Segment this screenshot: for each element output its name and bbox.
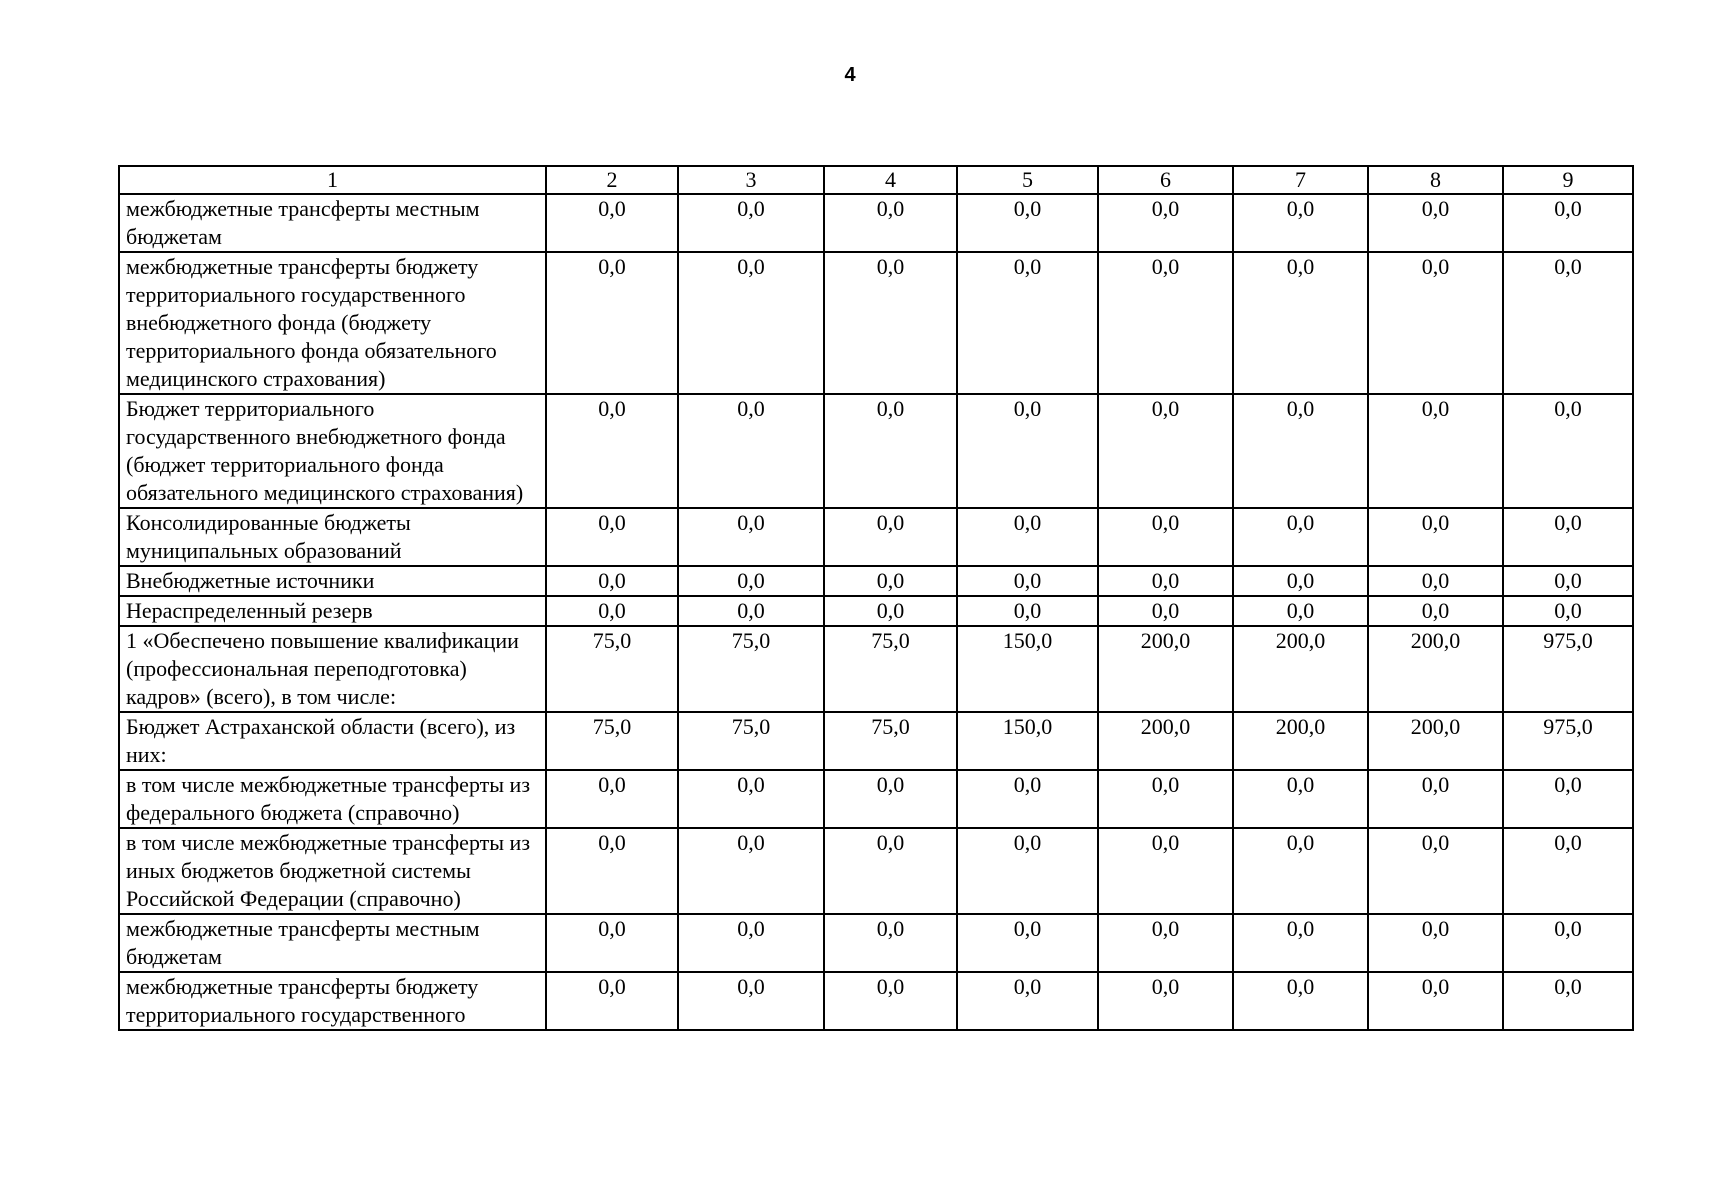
value-cell-col-9: 0,0 (1503, 972, 1633, 1030)
row-label: межбюджетные трансферты бюджету территориального государственного (119, 972, 546, 1030)
table-row (119, 508, 1633, 566)
value-cell-col-8: 0,0 (1368, 596, 1503, 626)
value-cell-col-2: 0,0 (546, 596, 678, 626)
value-cell-col-2: 0,0 (546, 972, 678, 1030)
value-cell-col-9: 975,0 (1503, 712, 1633, 770)
value-cell-col-5: 0,0 (957, 508, 1098, 566)
value-cell-col-9: 0,0 (1503, 566, 1633, 596)
value-cell-col-2: 0,0 (546, 194, 678, 252)
value-cell-col-7: 0,0 (1233, 596, 1368, 626)
value-cell-col-4: 75,0 (824, 712, 957, 770)
value-cell-col-7: 200,0 (1233, 712, 1368, 770)
row-label: межбюджетные трансферты местным бюджетам (119, 194, 546, 252)
value-cell-col-3: 0,0 (678, 972, 824, 1030)
value-cell-col-9: 0,0 (1503, 596, 1633, 626)
value-cell-col-2: 75,0 (546, 712, 678, 770)
value-cell-col-6: 200,0 (1098, 626, 1233, 712)
value-cell-col-7: 0,0 (1233, 508, 1368, 566)
column-header: 9 (1503, 166, 1633, 194)
value-cell-col-8: 0,0 (1368, 252, 1503, 394)
row-label: в том числе межбюджетные трансферты из федерального бюджета (справочно) (119, 770, 546, 828)
value-cell-col-6: 0,0 (1098, 596, 1233, 626)
value-cell-col-3: 0,0 (678, 596, 824, 626)
budget-table (118, 165, 1634, 1031)
value-cell-col-3: 0,0 (678, 566, 824, 596)
value-cell-col-9: 0,0 (1503, 914, 1633, 972)
value-cell-col-5: 0,0 (957, 252, 1098, 394)
value-cell-col-7: 0,0 (1233, 252, 1368, 394)
value-cell-col-4: 0,0 (824, 508, 957, 566)
column-header: 2 (546, 166, 678, 194)
value-cell-col-4: 0,0 (824, 566, 957, 596)
row-label: Консолидированные бюджеты муниципальных образований (119, 508, 546, 566)
value-cell-col-2: 0,0 (546, 914, 678, 972)
value-cell-col-6: 0,0 (1098, 194, 1233, 252)
table-row (119, 828, 1633, 914)
value-cell-col-5: 0,0 (957, 566, 1098, 596)
value-cell-col-2: 0,0 (546, 828, 678, 914)
value-cell-col-8: 0,0 (1368, 914, 1503, 972)
value-cell-col-2: 0,0 (546, 394, 678, 508)
value-cell-col-8: 0,0 (1368, 508, 1503, 566)
column-header: 7 (1233, 166, 1368, 194)
value-cell-col-2: 0,0 (546, 252, 678, 394)
value-cell-col-3: 75,0 (678, 712, 824, 770)
value-cell-col-7: 0,0 (1233, 972, 1368, 1030)
value-cell-col-6: 0,0 (1098, 252, 1233, 394)
value-cell-col-6: 0,0 (1098, 566, 1233, 596)
value-cell-col-2: 75,0 (546, 626, 678, 712)
value-cell-col-8: 0,0 (1368, 194, 1503, 252)
row-label: Нераспределенный резерв (119, 596, 546, 626)
value-cell-col-4: 0,0 (824, 972, 957, 1030)
value-cell-col-4: 0,0 (824, 914, 957, 972)
value-cell-col-4: 0,0 (824, 596, 957, 626)
value-cell-col-5: 0,0 (957, 770, 1098, 828)
column-header: 8 (1368, 166, 1503, 194)
table-row (119, 394, 1633, 508)
value-cell-col-6: 0,0 (1098, 914, 1233, 972)
value-cell-col-5: 0,0 (957, 596, 1098, 626)
value-cell-col-5: 0,0 (957, 828, 1098, 914)
value-cell-col-3: 0,0 (678, 194, 824, 252)
value-cell-col-3: 0,0 (678, 252, 824, 394)
value-cell-col-8: 0,0 (1368, 394, 1503, 508)
value-cell-col-7: 0,0 (1233, 194, 1368, 252)
table-body (119, 194, 1633, 1030)
page-number: 4 (844, 64, 856, 86)
value-cell-col-7: 0,0 (1233, 914, 1368, 972)
table-row (119, 770, 1633, 828)
value-cell-col-4: 0,0 (824, 194, 957, 252)
column-header: 4 (824, 166, 957, 194)
table-row (119, 596, 1633, 626)
column-header: 1 (119, 166, 546, 194)
value-cell-col-4: 0,0 (824, 252, 957, 394)
value-cell-col-6: 0,0 (1098, 508, 1233, 566)
value-cell-col-6: 0,0 (1098, 828, 1233, 914)
value-cell-col-9: 0,0 (1503, 194, 1633, 252)
value-cell-col-3: 0,0 (678, 914, 824, 972)
value-cell-col-4: 0,0 (824, 394, 957, 508)
value-cell-col-3: 0,0 (678, 394, 824, 508)
value-cell-col-4: 0,0 (824, 770, 957, 828)
table-row (119, 712, 1633, 770)
row-label: 1 «Обеспечено повышение квалификации (профессиональная переподготовка) кадров» (всего), в том числе: (119, 626, 546, 712)
value-cell-col-9: 975,0 (1503, 626, 1633, 712)
value-cell-col-7: 0,0 (1233, 770, 1368, 828)
value-cell-col-9: 0,0 (1503, 770, 1633, 828)
value-cell-col-7: 200,0 (1233, 626, 1368, 712)
value-cell-col-8: 200,0 (1368, 712, 1503, 770)
value-cell-col-3: 0,0 (678, 770, 824, 828)
row-label: Бюджет Астраханской области (всего), из них: (119, 712, 546, 770)
row-label: межбюджетные трансферты местным бюджетам (119, 914, 546, 972)
value-cell-col-4: 75,0 (824, 626, 957, 712)
value-cell-col-9: 0,0 (1503, 252, 1633, 394)
column-header: 3 (678, 166, 824, 194)
value-cell-col-5: 0,0 (957, 972, 1098, 1030)
row-label: межбюджетные трансферты бюджету территориального государственного внебюджетного фонда (бюджету территориального фонда обязательного медицинского страхования) (119, 252, 546, 394)
column-header: 5 (957, 166, 1098, 194)
table-row (119, 914, 1633, 972)
column-number-row (119, 166, 1633, 194)
row-label: в том числе межбюджетные трансферты из иных бюджетов бюджетной системы Российской Федерации (справочно) (119, 828, 546, 914)
table-row (119, 626, 1633, 712)
table-row (119, 972, 1633, 1030)
table-row (119, 252, 1633, 394)
value-cell-col-3: 0,0 (678, 508, 824, 566)
value-cell-col-6: 0,0 (1098, 394, 1233, 508)
value-cell-col-6: 200,0 (1098, 712, 1233, 770)
value-cell-col-6: 0,0 (1098, 770, 1233, 828)
value-cell-col-4: 0,0 (824, 828, 957, 914)
value-cell-col-9: 0,0 (1503, 508, 1633, 566)
value-cell-col-5: 0,0 (957, 914, 1098, 972)
value-cell-col-8: 0,0 (1368, 972, 1503, 1030)
value-cell-col-7: 0,0 (1233, 828, 1368, 914)
value-cell-col-2: 0,0 (546, 508, 678, 566)
value-cell-col-5: 150,0 (957, 712, 1098, 770)
value-cell-col-9: 0,0 (1503, 828, 1633, 914)
row-label: Бюджет территориального государственного внебюджетного фонда (бюджет территориального фонда обязательного медицинского страхования) (119, 394, 546, 508)
value-cell-col-5: 0,0 (957, 394, 1098, 508)
value-cell-col-5: 0,0 (957, 194, 1098, 252)
value-cell-col-7: 0,0 (1233, 394, 1368, 508)
table-row (119, 566, 1633, 596)
value-cell-col-6: 0,0 (1098, 972, 1233, 1030)
value-cell-col-2: 0,0 (546, 566, 678, 596)
value-cell-col-5: 150,0 (957, 626, 1098, 712)
table-row (119, 194, 1633, 252)
value-cell-col-8: 0,0 (1368, 566, 1503, 596)
row-label: Внебюджетные источники (119, 566, 546, 596)
value-cell-col-8: 0,0 (1368, 828, 1503, 914)
value-cell-col-8: 0,0 (1368, 770, 1503, 828)
value-cell-col-3: 75,0 (678, 626, 824, 712)
value-cell-col-2: 0,0 (546, 770, 678, 828)
value-cell-col-3: 0,0 (678, 828, 824, 914)
column-header: 6 (1098, 166, 1233, 194)
value-cell-col-9: 0,0 (1503, 394, 1633, 508)
value-cell-col-8: 200,0 (1368, 626, 1503, 712)
value-cell-col-7: 0,0 (1233, 566, 1368, 596)
